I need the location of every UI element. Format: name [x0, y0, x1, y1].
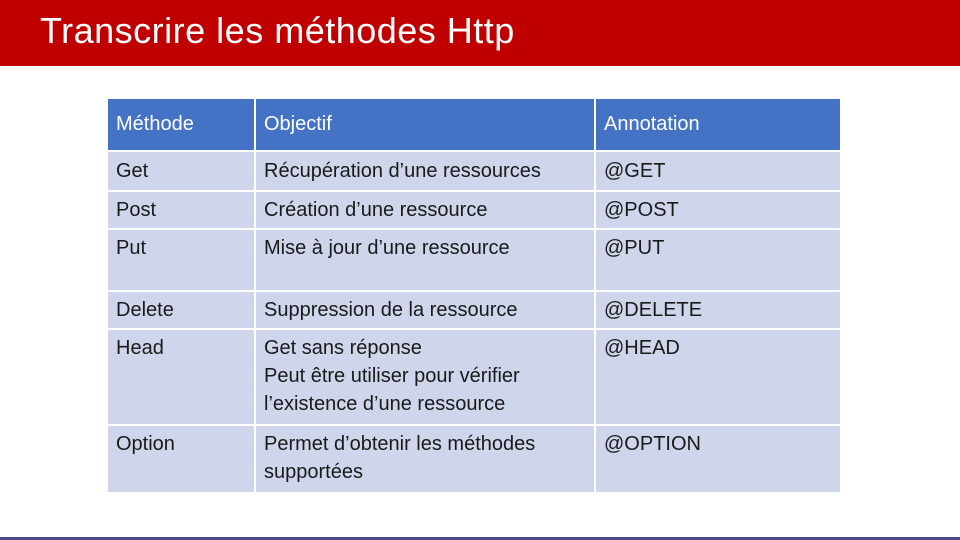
method-cell: Post	[107, 191, 255, 229]
table-row	[107, 291, 841, 329]
header-method: Méthode	[107, 98, 255, 151]
http-methods-table	[106, 97, 842, 494]
objective-cell: Mise à jour d’une ressource	[255, 229, 595, 291]
annotation-cell: @DELETE	[595, 291, 841, 329]
table-row	[107, 151, 841, 191]
title-bar	[0, 0, 960, 66]
method-cell: Delete	[107, 291, 255, 329]
annotation-cell: @GET	[595, 151, 841, 191]
objective-cell: Get sans réponse Peut être utiliser pour vérifier l’existence d’une ressource	[255, 329, 595, 425]
method-cell: Get	[107, 151, 255, 191]
method-cell: Put	[107, 229, 255, 291]
annotation-cell: @HEAD	[595, 329, 841, 425]
objective-cell: Récupération d’une ressources	[255, 151, 595, 191]
annotation-cell: @PUT	[595, 229, 841, 291]
method-cell: Head	[107, 329, 255, 425]
objective-cell: Création d’une ressource	[255, 191, 595, 229]
table-row	[107, 229, 841, 291]
annotation-cell: @POST	[595, 191, 841, 229]
table-row	[107, 329, 841, 425]
table-row	[107, 425, 841, 493]
table-header-row	[107, 98, 841, 151]
table-row	[107, 191, 841, 229]
method-cell: Option	[107, 425, 255, 493]
annotation-cell: @OPTION	[595, 425, 841, 493]
objective-cell: Permet d’obtenir les méthodes supportées	[255, 425, 595, 493]
slide-title: Transcrire les méthodes Http	[40, 10, 515, 51]
objective-cell: Suppression de la ressource	[255, 291, 595, 329]
header-objective: Objectif	[255, 98, 595, 151]
header-annotation: Annotation	[595, 98, 841, 151]
